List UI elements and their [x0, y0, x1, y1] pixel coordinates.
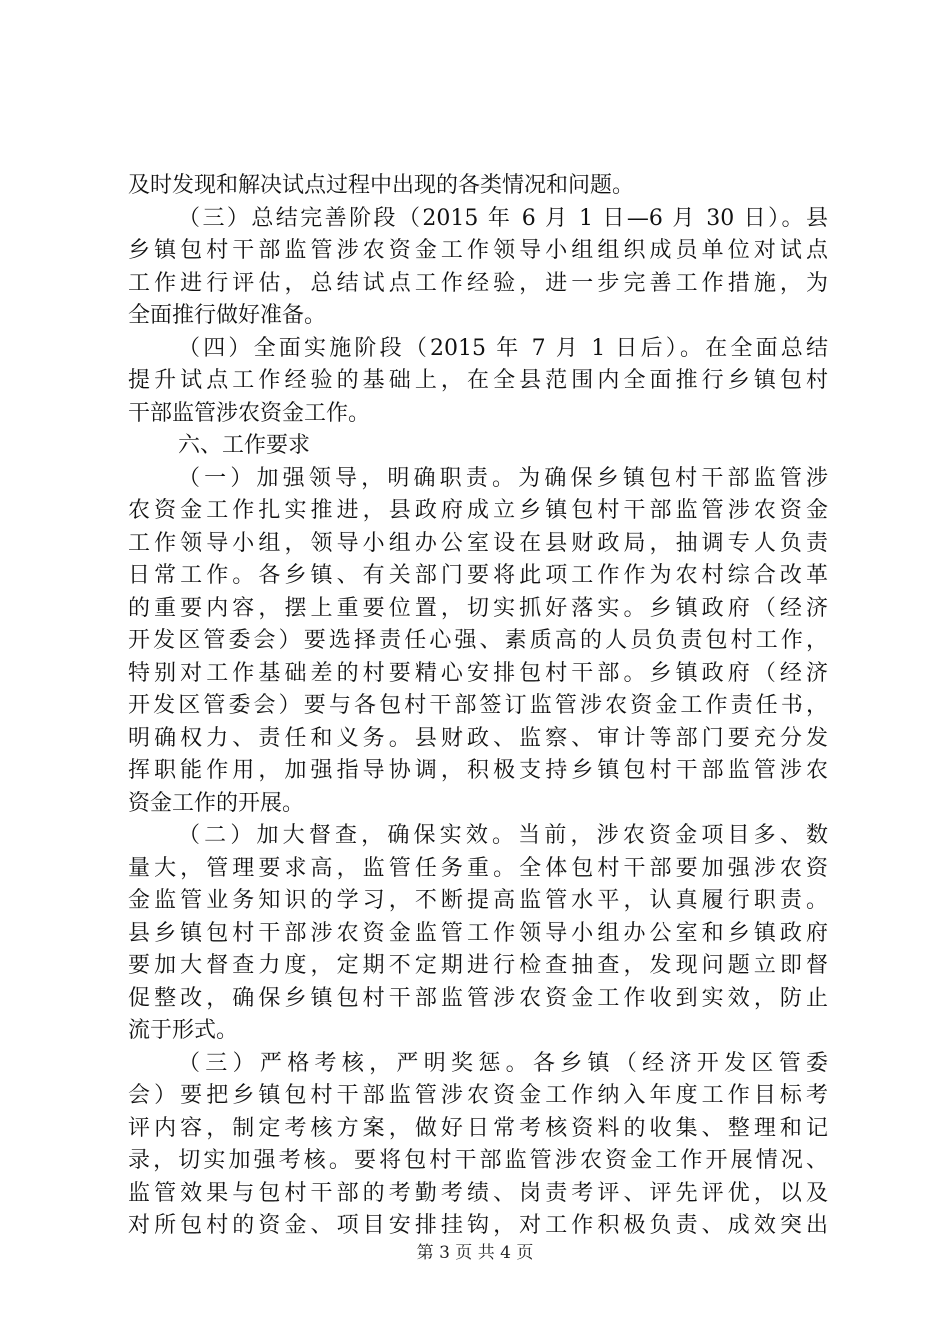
text-line: 开发区管委会）要选择责任心强、素质高的人员负责包村工作， — [128, 628, 828, 653]
text-line: 县乡镇包村干部涉农资金监管工作领导小组办公室和乡镇政府 — [128, 920, 828, 946]
text-line: 挥职能作用，加强指导协调，积极支持乡镇包村干部监管涉农 — [128, 758, 828, 783]
text-line: 日常工作。各乡镇、有关部门要将此项工作作为农村综合改革 — [128, 563, 828, 588]
text-line: （三）严格考核，严明奖惩。各乡镇（经济开发区管委 — [178, 1050, 828, 1076]
text-line: 评内容，制定考核方案，做好日常考核资料的收集、整理和记 — [128, 1115, 828, 1141]
text-line: 监管效果与包村干部的考勤考绩、岗责考评、评先评优，以及 — [128, 1180, 828, 1206]
text-line: 干部监管涉农资金工作。 — [128, 400, 371, 426]
text-line: 特别对工作基础差的村要精心安排包村干部。乡镇政府（经济 — [128, 660, 828, 686]
text-line: 流于形式。 — [128, 1018, 239, 1043]
text-line: 促整改，确保乡镇包村干部监管涉农资金工作收到实效，防止 — [128, 985, 828, 1011]
text-line: 会）要把乡镇包村干部监管涉农资金工作纳入年度工作目标考 — [128, 1083, 828, 1108]
text-line: 对所包村的资金、项目安排挂钩，对工作积极负责、成效突出 — [128, 1213, 828, 1238]
text-line: 明确权力、责任和义务。县财政、监察、审计等部门要充分发 — [128, 725, 828, 751]
text-line: 全面推行做好准备。 — [128, 303, 327, 328]
page-footer: 第 3 页 共 4 页 — [416, 1243, 534, 1263]
text-line: 工作进行评估，总结试点工作经验，进一步完善工作措施，为 — [128, 270, 828, 296]
text-line: 及时发现和解决试点过程中出现的各类情况和问题。 — [128, 173, 635, 198]
text-line: 提升试点工作经验的基础上，在全县范围内全面推行乡镇包村 — [128, 368, 828, 393]
text-line: 录，切实加强考核。要将包村干部监管涉农资金工作开展情况、 — [128, 1148, 828, 1173]
text-line: 农资金工作扎实推进，县政府成立乡镇包村干部监管涉农资金 — [128, 498, 828, 523]
text-line: （一）加强领导，明确职责。为确保乡镇包村干部监管涉 — [178, 465, 828, 491]
text-line: 工作领导小组，领导小组办公室设在县财政局，抽调专人负责 — [128, 530, 828, 556]
text-line: 开发区管委会）要与各包村干部签订监管涉农资金工作责任书， — [128, 693, 828, 718]
text-line: （三）总结完善阶段（2015 年 6 月 1 日—6 月 30 日）。县 — [178, 205, 828, 231]
section-heading: 六、工作要求 — [178, 433, 311, 458]
text-line: 资金工作的开展。 — [128, 790, 305, 816]
text-line: 的重要内容，摆上重要位置，切实抓好落实。乡镇政府（经济 — [128, 595, 828, 621]
text-line: 量大，管理要求高，监管任务重。全体包村干部要加强涉农资 — [128, 855, 828, 881]
text-line: （四）全面实施阶段（2015 年 7 月 1 日后）。在全面总结 — [178, 335, 828, 361]
text-line: 要加大督查力度，定期不定期进行检查抽查，发现问题立即督 — [128, 953, 828, 978]
text-line: 金监管业务知识的学习，不断提高监管水平，认真履行职责。 — [128, 888, 828, 913]
text-line: 乡镇包村干部监管涉农资金工作领导小组组织成员单位对试点 — [128, 238, 828, 263]
text-line: （二）加大督查，确保实效。当前，涉农资金项目多、数 — [178, 823, 828, 848]
